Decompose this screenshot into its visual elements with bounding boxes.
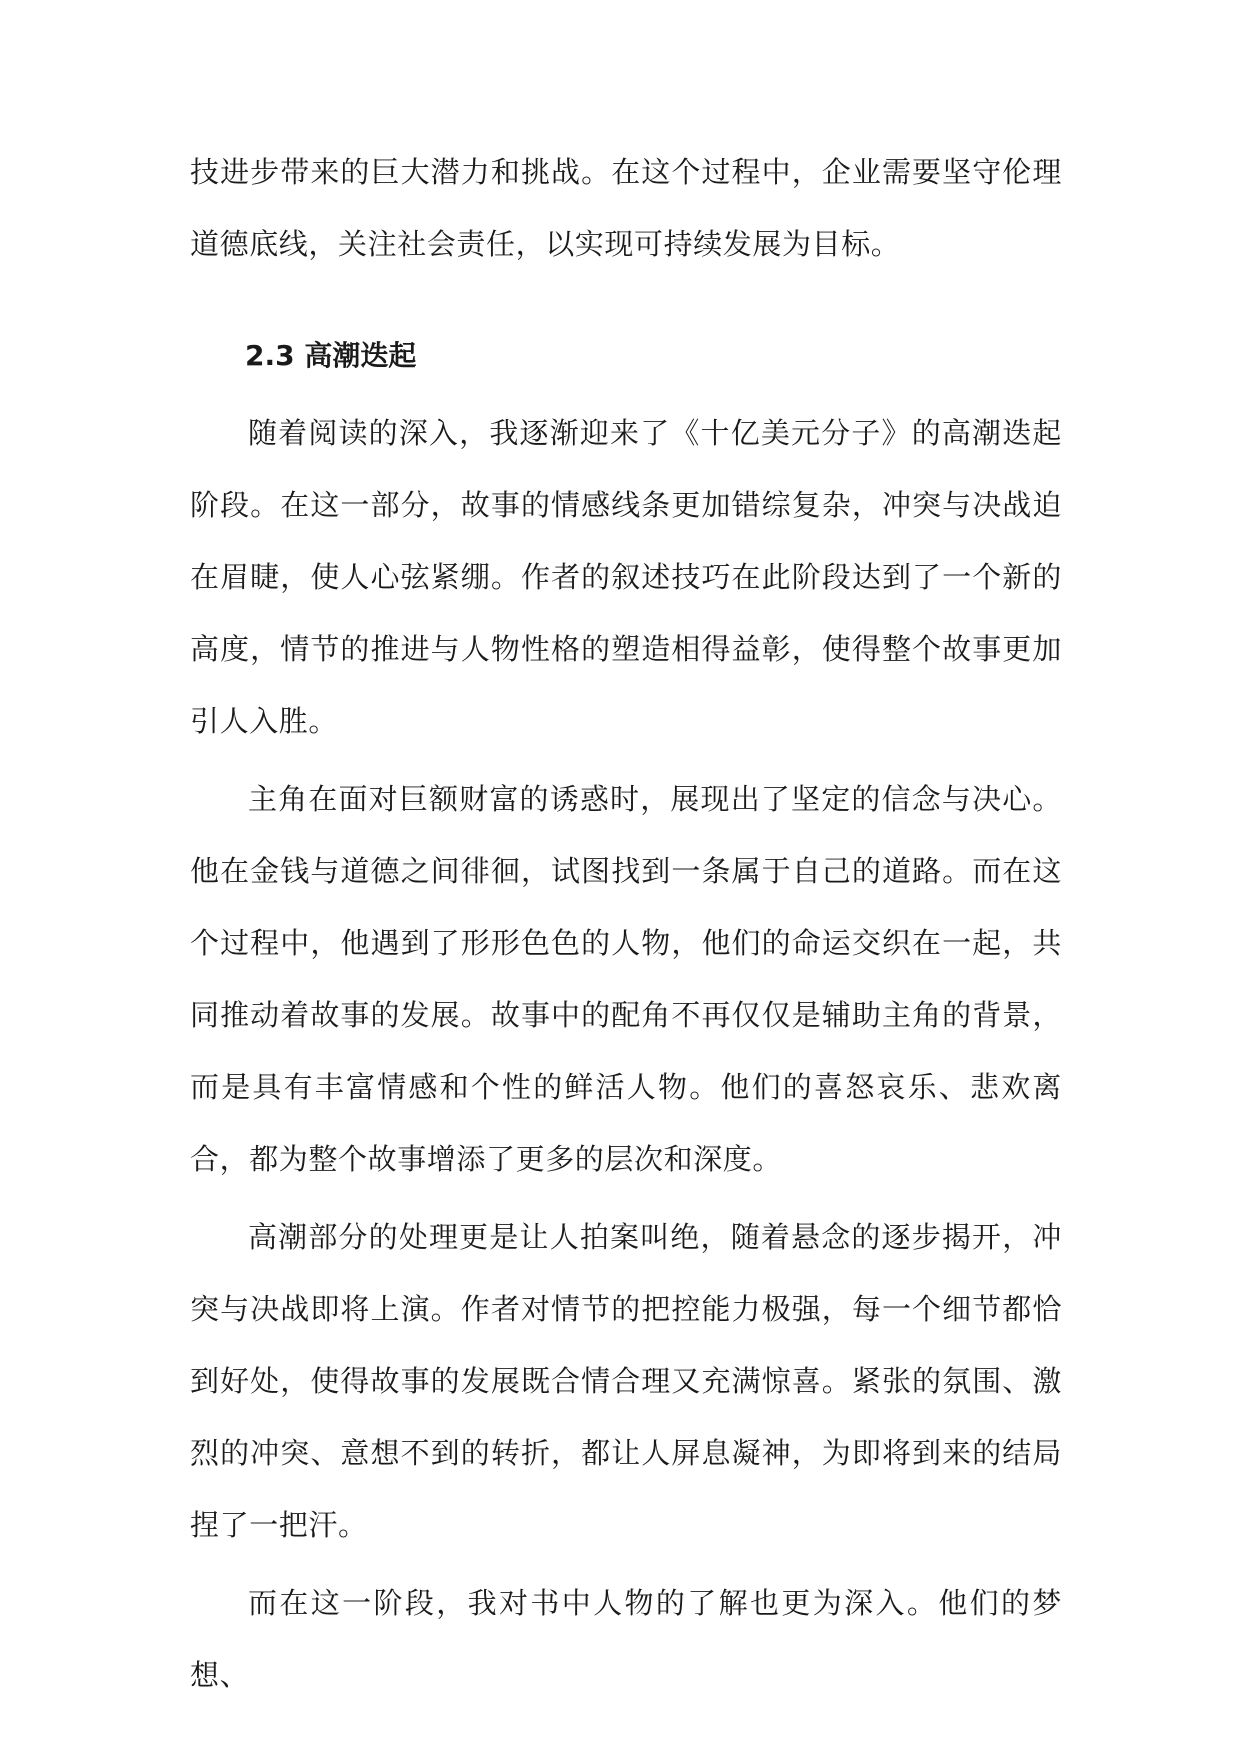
body-paragraph: 而在这一阶段，我对书中人物的了解也更为深入。他们的梦想、 (190, 1586, 1062, 1692)
intro-paragraph: 技进步带来的巨大潜力和挑战。在这个过程中，企业需要坚守伦理道德底线，关注社会责任，以实现可持续发展为目标。 (190, 155, 1062, 261)
section-title: 高潮迭起 (304, 339, 417, 372)
body-paragraph: 高潮部分的处理更是让人拍案叫绝，随着悬念的逐步揭开，冲突与决战即将上演。作者对情节的把控能力极强，每一个细节都恰到好处，使得故事的发展既合情合理又充满惊喜。紧张的氛围、激烈的冲突、意想不到的转折，都让人屏息凝神，为即将到来的结局捏了一把汗。 (190, 1220, 1062, 1542)
section-heading (245, 320, 416, 392)
section-body (190, 397, 1062, 1717)
body-paragraph: 随着阅读的深入，我逐渐迎来了《十亿美元分子》的高潮迭起阶段。在这一部分，故事的情感线条更加错综复杂，冲突与决战迫在眉睫，使人心弦紧绷。作者的叙述技巧在此阶段达到了一个新的高度，情节的推进与人物性格的塑造相得益彰，使得整个故事更加引人入胜。 (190, 416, 1062, 738)
section-number: 2.3 (245, 339, 295, 372)
body-paragraph: 主角在面对巨额财富的诱惑时，展现出了坚定的信念与决心。他在金钱与道德之间徘徊，试图找到一条属于自己的道路。而在这个过程中，他遇到了形形色色的人物，他们的命运交织在一起，共同推动着故事的发展。故事中的配角不再仅仅是辅助主角的背景，而是具有丰富情感和个性的鲜活人物。他们的喜怒哀乐、悲欢离合，都为整个故事增添了更多的层次和深度。 (190, 782, 1062, 1176)
